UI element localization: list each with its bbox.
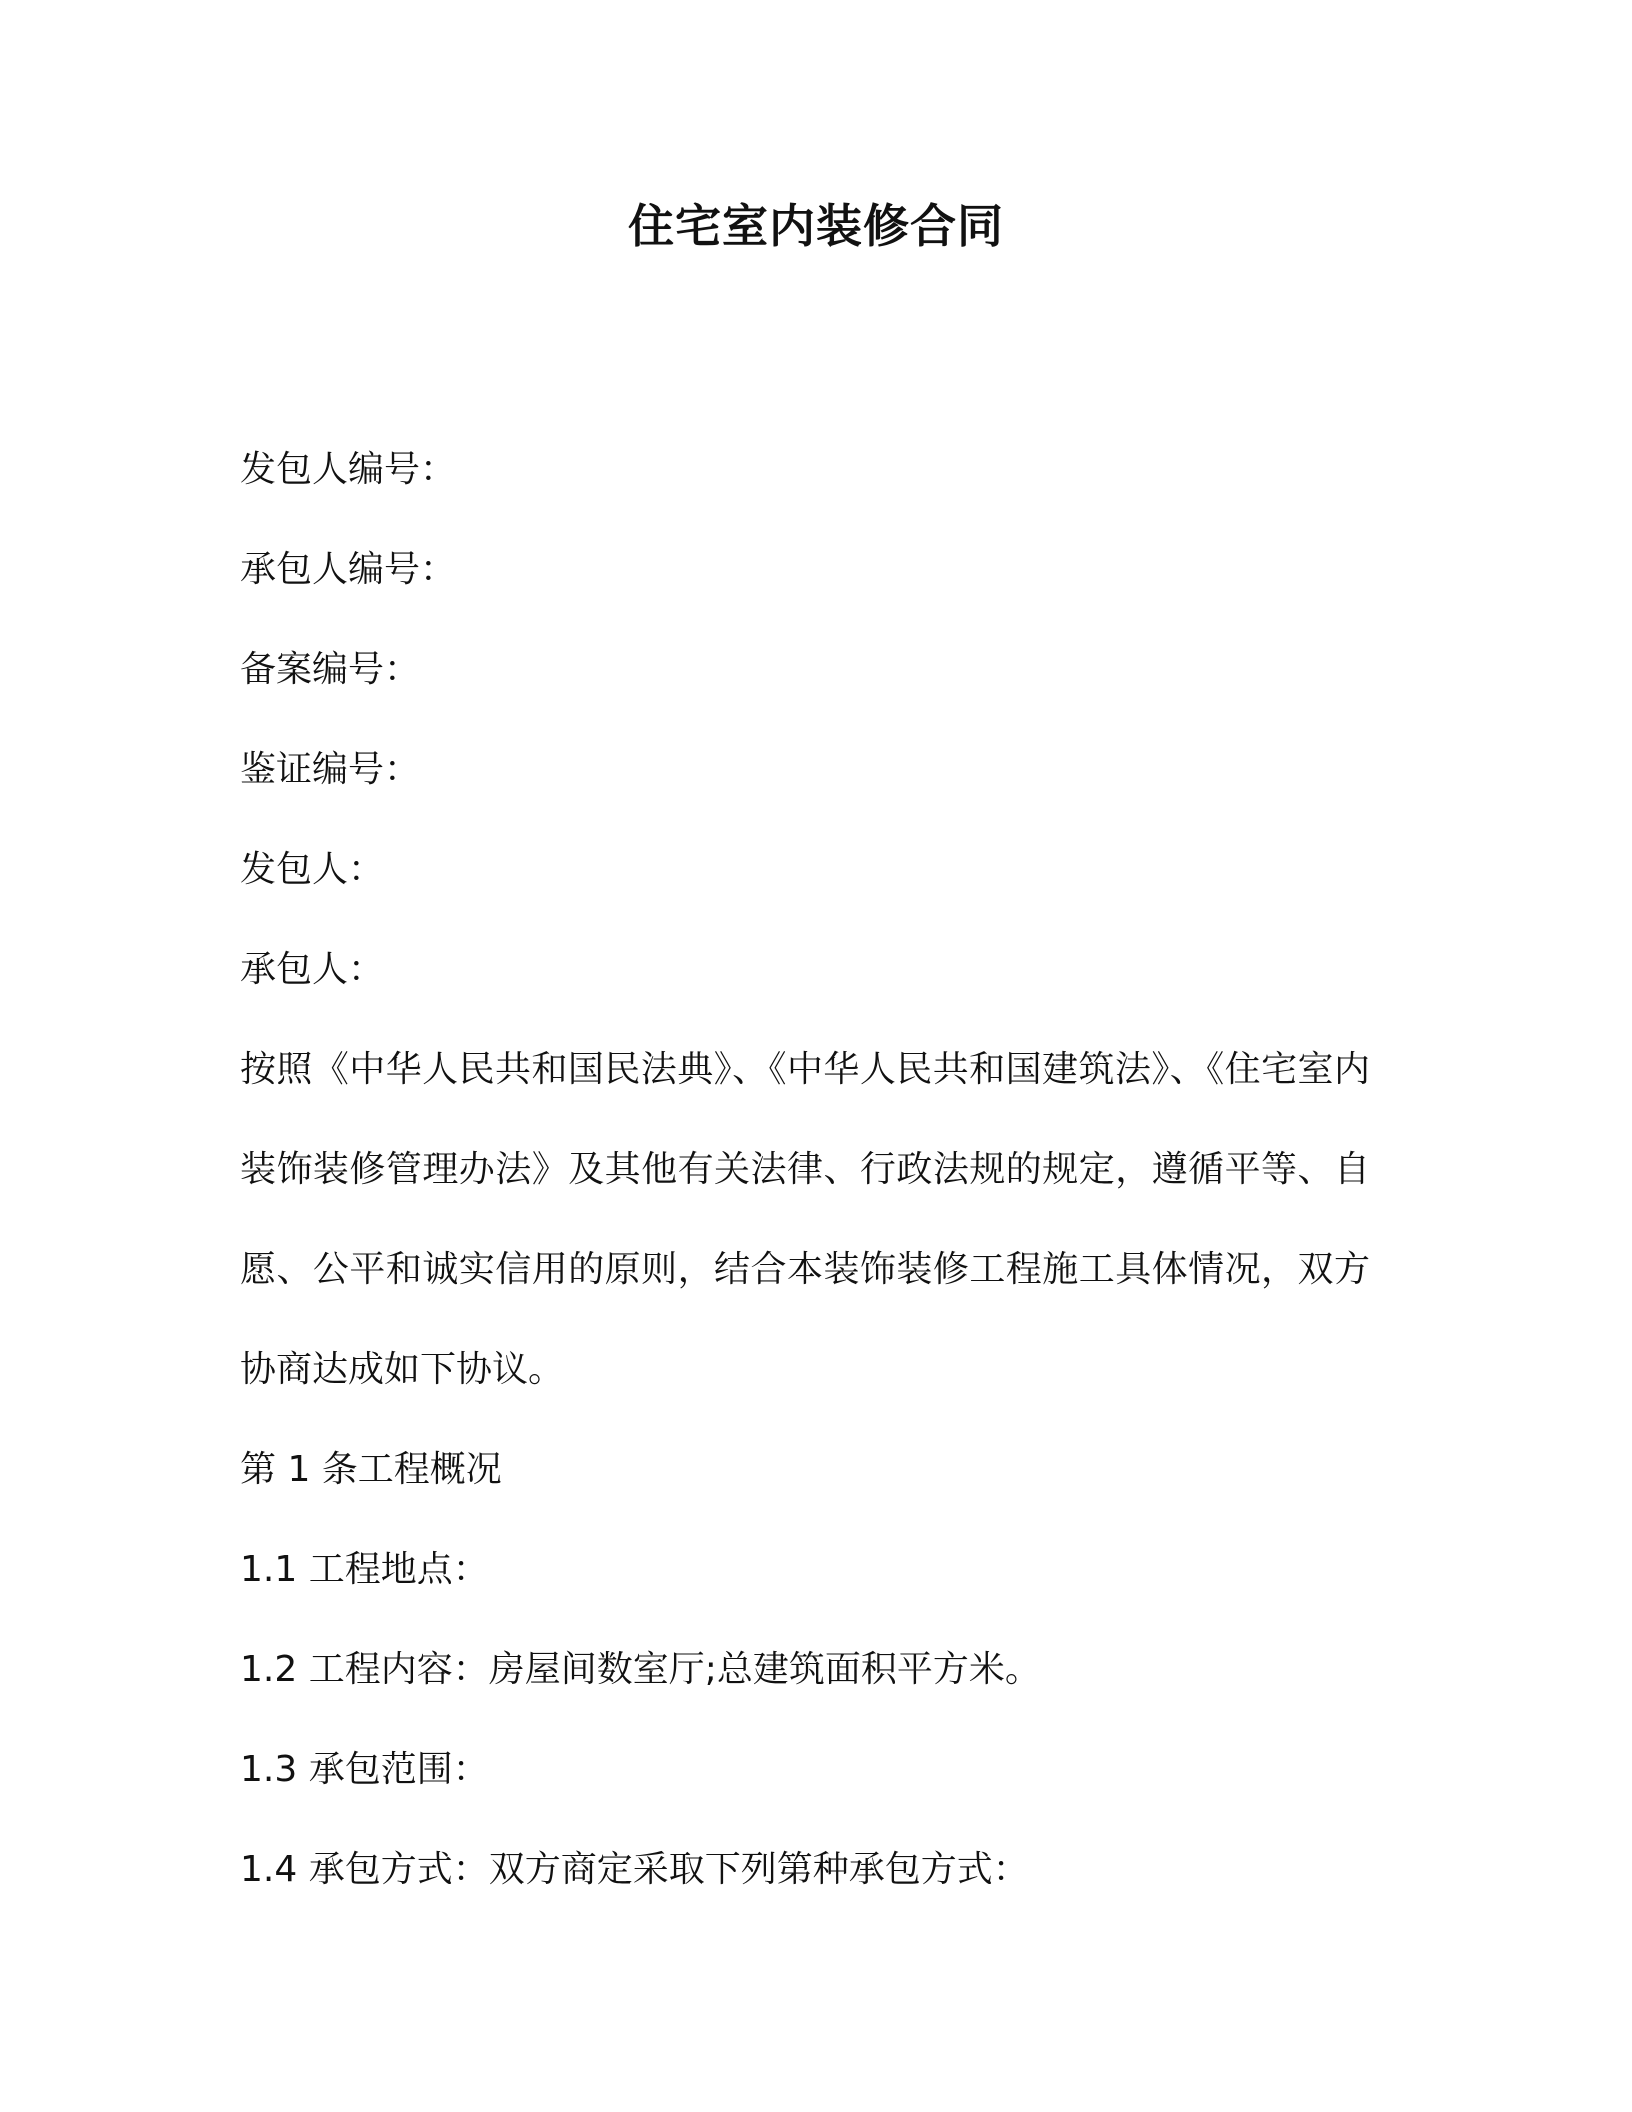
article-1-item-scope: 1.3 承包范围：	[240, 1749, 489, 1790]
document-title: 住宅室内装修合同	[628, 199, 1004, 253]
article-1-heading: 第 1 条工程概况	[240, 1449, 502, 1490]
document-body	[240, 420, 1370, 1920]
field-filing-number: 备案编号：	[240, 649, 421, 690]
article-1-item-method: 1.4 承包方式：双方商定采取下列第种承包方式：	[240, 1849, 1029, 1890]
field-contractor: 承包人：	[240, 949, 385, 990]
article-1-item-content: 1.2 工程内容：房屋间数室厅;总建筑面积平方米。	[240, 1649, 1041, 1690]
article-1-item-location: 1.1 工程地点：	[240, 1549, 489, 1590]
preamble-paragraph: 按照《中华人民共和国民法典》、《中华人民共和国建筑法》、《住宅室内装饰装修管理办法》及其他有关法律、行政法规的规定，遵循平等、自愿、公平和诚实信用的原则，结合本装饰装修工程施工具体情况，双方协商达成如下协议。	[240, 1049, 1370, 1390]
field-employer: 发包人：	[240, 849, 385, 890]
field-contractor-number: 承包人编号：	[240, 549, 457, 590]
field-certification-number: 鉴证编号：	[240, 749, 421, 790]
field-employer-number: 发包人编号：	[240, 449, 457, 490]
